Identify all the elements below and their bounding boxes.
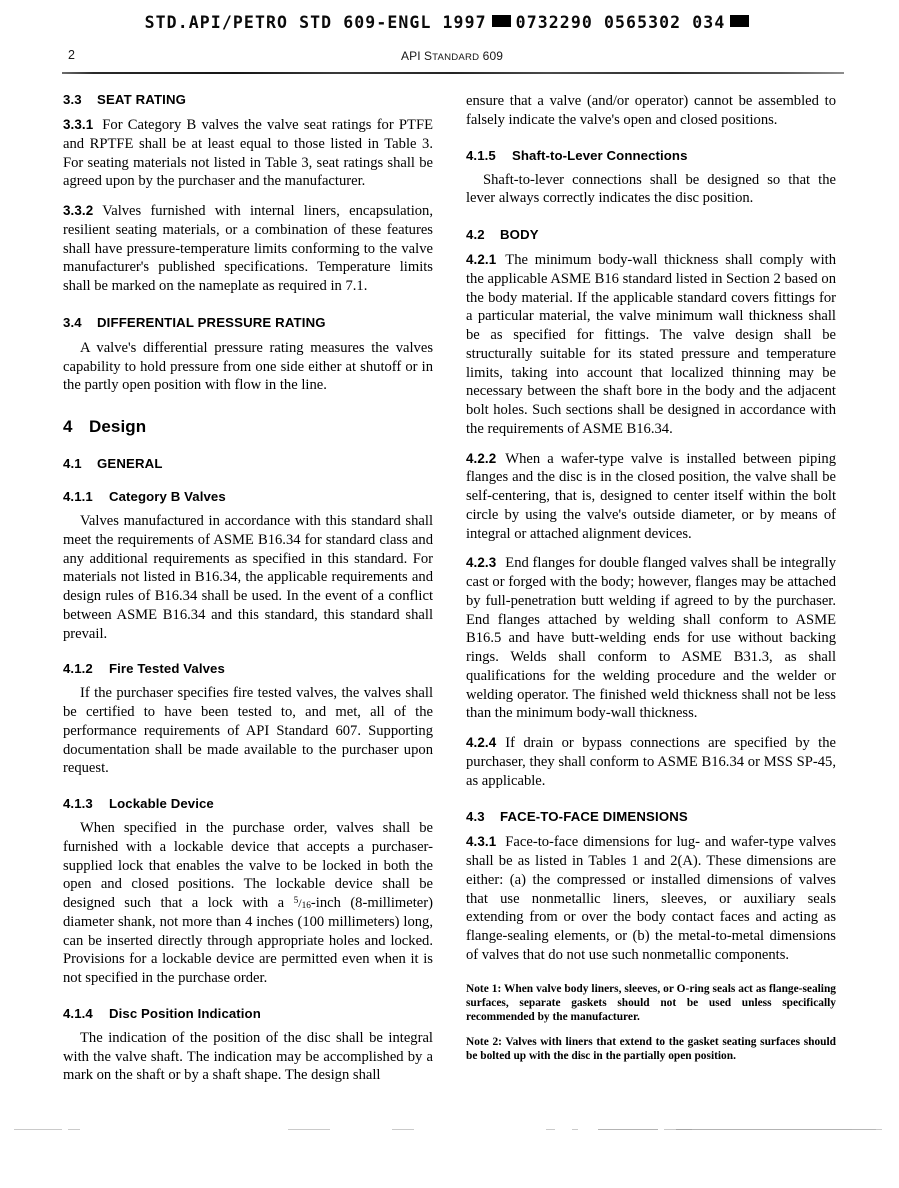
paragraph-4-2-2-number: 4.2.2	[466, 450, 497, 466]
right-column	[466, 92, 836, 1074]
note-1: Note 1: When valve body liners, sleeves, or O-ring seals act as flange-sealing surfaces, separate gaskets should not be used unless specifically recommended by the manufacturer.	[466, 982, 836, 1023]
scan-code-2: 0565302	[603, 13, 682, 32]
heading-4-2-text: BODY	[500, 227, 539, 242]
heading-4-text: Design	[89, 417, 147, 436]
scan-header-line	[0, 13, 899, 32]
heading-4-2	[466, 227, 836, 242]
paragraph-4-2-1	[466, 251, 836, 439]
paragraph-4-2-3-number: 4.2.3	[466, 555, 497, 571]
fraction-denominator: 16	[301, 901, 311, 912]
paragraph-3-3-1	[63, 116, 433, 191]
paragraph-4-2-4-number: 4.2.4	[466, 735, 497, 750]
heading-4-1-1	[63, 489, 433, 504]
paragraph-4-1-4: The indication of the position of the disc shall be integral with the valve shaft. The indication may be accomplished by a mark on the shaft or by a shaft shape. The design shall	[63, 1029, 433, 1084]
heading-4-3	[466, 809, 836, 824]
heading-4-1-3-text: Lockable Device	[109, 796, 214, 811]
heading-4-1-4-text: Disc Position Indication	[109, 1005, 261, 1021]
heading-4-1-5-number: 4.1.5	[466, 147, 496, 163]
heading-4-1-4-number: 4.1.4	[63, 1005, 93, 1021]
paragraph-4-2-1-text: The minimum body-wall thickness shall comply with the applicable ASME B16 standard listed in Section 2 based on the body material. If the applicable standard covers fittings for a particular material, the valve minimum wall thickness shall be as specified for fittings. The valve design shall be structurally suitable for its stated pressure and temperature limits, taking into account that localized thinning may be necessary between the shaft bore in the body and the adjacent bolt holes. Such sections shall be designed in accordance with the requirements of ASME B16.34.	[466, 252, 836, 437]
fraction-five-sixteenths: $^5/_{16}$	[293, 896, 311, 912]
heading-4-3-text: FACE-TO-FACE DIMENSIONS	[500, 809, 688, 825]
paragraph-3-3-2	[63, 202, 433, 296]
heading-4-1-2	[63, 661, 433, 676]
paragraph-3-3-1-number: 3.3.1	[63, 117, 94, 132]
heading-4-1-1-number: 4.1.1	[63, 489, 93, 504]
heading-3-4	[63, 315, 433, 330]
scan-artifact-mark	[572, 1129, 578, 1130]
scan-artifact-rule	[676, 1129, 876, 1130]
heading-4-1-2-number: 4.1.2	[63, 661, 93, 677]
note-2: Note 2: Valves with liners that extend to the gasket seating surfaces should be bolted up with the disc in the partially open position.	[466, 1035, 836, 1063]
scan-artifact-mark	[68, 1129, 80, 1130]
heading-4-3-number: 4.3	[466, 809, 485, 825]
paragraph-4-2-3	[466, 554, 836, 723]
paragraph-3-3-1-text: For Category B valves the valve seat ratings for PTFE and RPTFE shall be at least equal to those listed in Table 3. For seating materials not listed in Table 3, seat ratings shall be agreed upon by the purchaser and the manufacturer.	[63, 117, 433, 190]
heading-3-3-number: 3.3	[63, 92, 82, 107]
heading-4-1-5	[466, 148, 836, 163]
heading-3-4-number: 3.4	[63, 314, 82, 330]
paragraph-4-1-5: Shaft-to-lever connections shall be designed so that the lever always correctly indicates the disc position.	[466, 171, 836, 207]
scan-artifact-mark	[392, 1129, 414, 1130]
paragraph-3-3-2-text: Valves furnished with internal liners, encapsulation, resilient seating materials, or a combination of these features shall have pressure-temperature limits conforming to the valve manufacturer's published specifications. Temperature limits shall be marked on the nameplate as required in 7.1.	[63, 203, 433, 294]
scan-artifact-mark	[546, 1129, 555, 1130]
paragraph-4-2-3-text: End flanges for double flanged valves shall be integrally cast or forged with the body; however, flanges may be attached by full-penetration butt welding if agreed to by the purchaser. End flanges attached by welding shall conform to ASME B16.5 and have butt-welding ends for use without backing rings. Welds shall conform to ASME B31.3, as shall qualifications for the welding procedure and the welder or welding operator. The finished weld thickness shall not be less than the minimum body-wall thickness.	[466, 555, 836, 722]
scan-artifact-mark	[598, 1129, 658, 1130]
running-head	[68, 48, 836, 66]
paragraph-4-1-3-text-b: -inch (8-millimeter) diameter shank, not more than 4 inches (100 millimeters) long, can be inserted directly through appropriate holes and locked. Provisions for a lockable device are permitted even when it is not specified in the purchase order.	[63, 895, 433, 986]
paragraph-4-1-3-text-a: When specified in the purchase order, valves shall be furnished with a lockable device that accepts a purchaser-supplied lock that enables the valve to be locked in both the open and closed positions. The lockable device shall be designed such that a lock with a	[63, 820, 433, 911]
heading-3-3	[63, 92, 433, 107]
heading-4-1-number: 4.1	[63, 456, 82, 471]
notes-block	[466, 982, 836, 1064]
barcode-block-start-icon	[492, 15, 511, 27]
running-title-tail: 609	[479, 49, 503, 63]
scan-artifact-mark	[288, 1129, 330, 1130]
fraction-numerator: 5	[293, 896, 299, 907]
running-title	[68, 49, 836, 63]
heading-4-1	[63, 456, 433, 471]
heading-4-1-2-text: Fire Tested Valves	[109, 661, 225, 677]
scan-artifact-mark	[852, 1129, 882, 1130]
paragraph-4-2-4	[466, 734, 836, 790]
paragraph-4-2-1-number: 4.2.1	[466, 252, 497, 267]
paragraph-4-1-2: If the purchaser specifies fire tested valves, the valves shall be certified to have been tested to, and met, all of the performance requirements of API Standard 607. Supporting documentation shall be made available to the purchaser upon request.	[63, 685, 433, 777]
heading-4	[63, 417, 433, 437]
scan-code-1: 0732290	[515, 13, 593, 32]
paragraph-4-1-4-continued: ensure that a valve (and/or operator) cannot be assembled to falsely indicate the valve's open and closed positions.	[466, 93, 836, 128]
running-title-main: API S	[400, 49, 433, 63]
paragraph-4-1-1: Valves manufactured in accordance with this standard shall meet the requirements of ASME B16.34 for standard class and any additional requirements as specified in this standard. For materials not listed in B16.34, the applicable requirements and design rules of B16.34 shall be used. In the event of a conflict between ASME B16.34 and this standard, this standard shall prevail.	[63, 513, 433, 642]
paragraph-4-3-1	[466, 833, 836, 964]
left-column	[63, 92, 433, 1096]
scan-code-3: 034	[692, 13, 726, 32]
heading-4-1-4	[63, 1006, 433, 1021]
running-title-smallcaps: TANDARD	[432, 52, 480, 63]
paragraph-4-1-3	[63, 819, 433, 988]
scan-artifact-mark	[14, 1129, 62, 1130]
heading-4-1-5-text: Shaft-to-Lever Connections	[512, 147, 688, 163]
header-rule	[62, 72, 844, 74]
scan-header-text: STD.API/PETRO STD 609-ENGL 1997	[144, 13, 487, 32]
paragraph-4-2-2-text: When a wafer-type valve is installed between piping flanges and the disc is in the closed position, the valve shall be self-centering, that is, designed to center itself within the bolt circle by using the valve's outside diameter, or by means of integral or attached alignment devices.	[466, 450, 836, 542]
heading-4-1-1-text: Category B Valves	[109, 489, 226, 504]
heading-4-1-text: GENERAL	[97, 456, 163, 471]
heading-4-1-3-number: 4.1.3	[63, 796, 93, 811]
barcode-block-end-icon	[730, 15, 749, 27]
page-number: 2	[68, 48, 75, 62]
paragraph-4-3-1-text: Face-to-face dimensions for lug- and wafer-type valves shall be as listed in Tables 1 and 2(A). These dimensions are either: (a) the compressed or installed dimensions of valves that use nonmetallic liners, sleeves, or auxiliary seals extending from or over the body contact faces and acting as flange-sealing elements, or (b) the metal-to-metal dimensions of valves that do not use such nonmetallic components.	[466, 834, 836, 963]
paragraph-4-3-1-number: 4.3.1	[466, 834, 497, 850]
heading-4-1-3	[63, 796, 433, 811]
paragraph-3-3-2-number: 3.3.2	[63, 203, 94, 218]
heading-3-4-text: DIFFERENTIAL PRESSURE RATING	[97, 314, 326, 330]
heading-3-3-text: SEAT RATING	[97, 92, 187, 107]
paragraph-4-2-4-text: If drain or bypass connections are specified by the purchaser, they shall conform to ASME B16.34 or MSS SP-45, as applicable.	[466, 735, 836, 789]
heading-4-number: 4	[63, 417, 73, 436]
paragraph-3-4: A valve's differential pressure rating measures the valves capability to hold pressure from one side either at shutoff or in the partly open position with flow in the line.	[63, 339, 433, 394]
paragraph-4-2-2	[466, 450, 836, 544]
heading-4-2-number: 4.2	[466, 227, 485, 242]
